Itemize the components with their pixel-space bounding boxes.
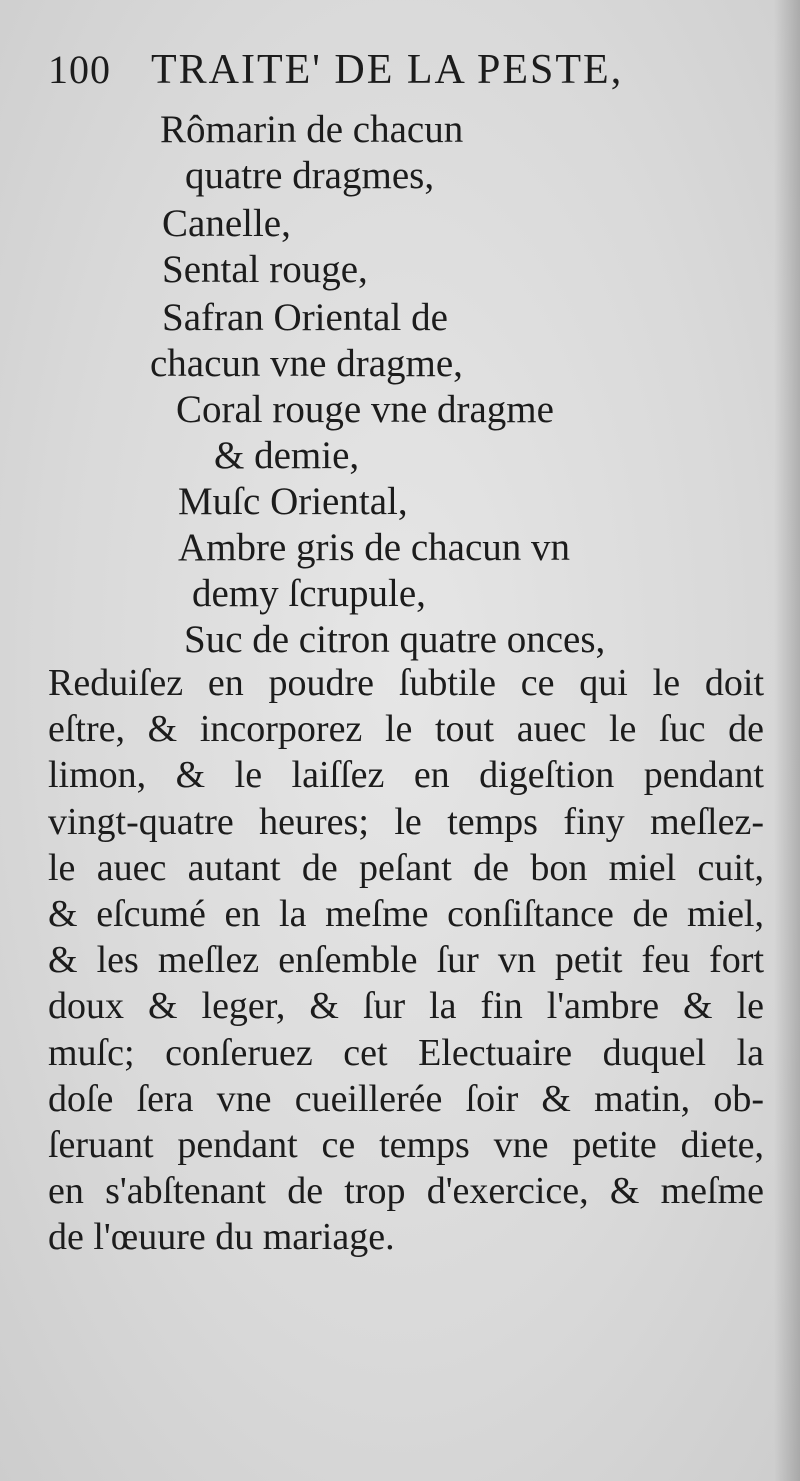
body-line: Reduiſez en poudre ſubtile ce qui le doit bbox=[48, 662, 764, 704]
ingredient-line: chacun vne dragme, bbox=[150, 342, 463, 385]
body-line: muſc; conſeruez cet Electuaire duquel la bbox=[48, 1031, 764, 1074]
body-line: limon, & le laiſſez en digeſtion pendant bbox=[48, 754, 764, 797]
body-line: eſtre, & incorporez le tout auec le ſuc de bbox=[48, 708, 764, 751]
body-line: vingt-quatre heures; le temps finy meſlez- bbox=[48, 800, 764, 843]
ingredient-line: Ambre gris de chacun vn bbox=[178, 526, 571, 569]
ingredient-line: demy ſcrupule, bbox=[192, 572, 426, 615]
body-line: doſe ſera vne cueillerée ſoir & matin, ob- bbox=[48, 1077, 764, 1120]
body-line: en s'abſtenant de trop d'exercice, & meſme bbox=[48, 1170, 764, 1213]
body-paragraph bbox=[48, 660, 764, 1261]
ingredient-line: quatre dragmes, bbox=[185, 154, 435, 197]
body-line: doux & leger, & ſur la fin l'ambre & le bbox=[48, 985, 764, 1028]
ingredient-line: Canelle, bbox=[162, 202, 291, 245]
ingredient-line: Suc de citron quatre onces, bbox=[184, 618, 606, 661]
body-line: & eſcumé en la meſme conſiſtance de miel, bbox=[48, 893, 764, 936]
ingredient-line: Sental rouge, bbox=[162, 248, 368, 291]
page-edge-shadow bbox=[774, 0, 800, 1481]
page-header bbox=[48, 46, 623, 102]
page-number: 100 bbox=[48, 47, 111, 92]
ingredient-line: Coral rouge vne dragme bbox=[176, 388, 554, 431]
ingredient-line: & demie, bbox=[214, 434, 360, 477]
ingredient-line: Rômarin de chacun bbox=[160, 108, 464, 151]
body-line: & les meſlez enſemble ſur vn petit feu fort bbox=[48, 939, 764, 982]
running-title: TRAITE' DE LA PESTE, bbox=[151, 47, 624, 93]
body-line: de l'œuure du mariage. bbox=[48, 1216, 395, 1259]
ingredient-line: Safran Oriental de bbox=[162, 296, 448, 339]
body-line: ſeruant pendant ce temps vne petite diete, bbox=[48, 1124, 764, 1167]
ingredient-line: Muſc Oriental, bbox=[178, 480, 408, 523]
body-line: le auec autant de peſant de bon miel cuit, bbox=[48, 846, 764, 889]
